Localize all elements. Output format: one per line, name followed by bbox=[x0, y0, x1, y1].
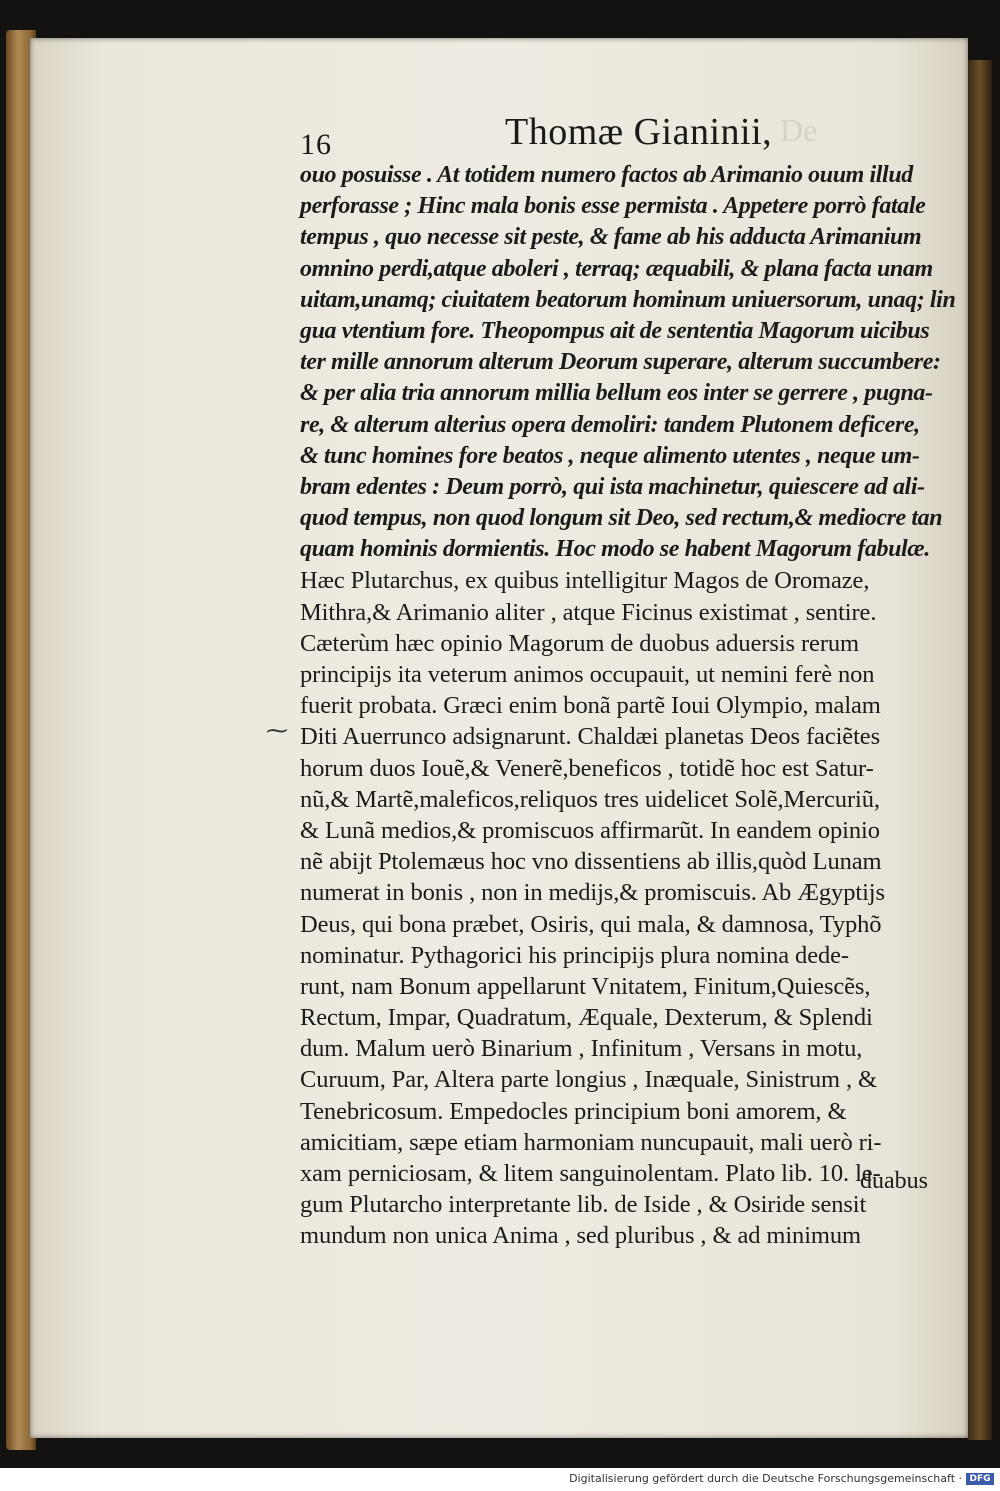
text-line: bram edentes : Deum porrò, qui ista machinetur, quiescere ad ali- bbox=[300, 473, 925, 500]
text-line: Diti Auerrunco adsignarunt. Chaldæi planetas Deos faciẽtes bbox=[300, 723, 880, 751]
text-line: fuerit probata. Græci enim bonã partẽ Ioui Olympio, malam bbox=[300, 692, 881, 720]
footer-bar bbox=[0, 1468, 1000, 1491]
text-line: Tenebricosum. Empedocles principium boni amorem, & bbox=[300, 1097, 847, 1125]
text-line: quam hominis dormientis. Hoc modo se habent Magorum fabulæ. bbox=[300, 536, 930, 563]
text-line: perforasse ; Hinc mala bonis esse permista . Appetere porrò fatale bbox=[300, 193, 926, 220]
text-line: tempus , quo necesse sit peste, & fame ab his adducta Arimanium bbox=[300, 224, 922, 251]
text-line: uitam,unamq; ciuitatem beatorum hominum uniuersorum, unaq; lin bbox=[300, 286, 956, 313]
text-line: Rectum, Impar, Quadratum, Æquale, Dexterum, & Splendi bbox=[300, 1004, 873, 1032]
text-line: principijs ita veterum animos occupauit, ut nemini ferè non bbox=[300, 661, 875, 688]
text-line: mundum non unica Anima , sed pluribus , & ad minimum bbox=[300, 1222, 861, 1250]
dfg-logo: DFG bbox=[966, 1473, 994, 1485]
page-number: 16 bbox=[300, 128, 332, 161]
text-line: ouo posuisse . At totidem numero factos ab Arimanio ouum illud bbox=[300, 162, 913, 188]
text-line: & Lunã medios,& promiscuos affirmarũt. In eandem opinio bbox=[300, 816, 880, 844]
text-line: quod tempus, non quod longum sit Deo, sed rectum,& mediocre tan bbox=[300, 505, 943, 532]
text-line: nũ,& Martẽ,maleficos,reliquos tres uidelicet Solẽ,Mercuriũ, bbox=[300, 785, 880, 813]
text-line: dum. Malum uerò Binarium , Infinitum , Versans in motu, bbox=[300, 1035, 863, 1063]
margin-mark: ⁓ bbox=[266, 718, 288, 743]
show-through-text: De bbox=[780, 112, 818, 148]
text-line: Deus, qui bona præbet, Osiris, qui mala, & damnosa, Typhõ bbox=[300, 910, 882, 938]
running-title: Thomæ Gianinii, bbox=[505, 111, 773, 153]
text-line: amicitiam, sæpe etiam harmoniam nuncupauit, mali uerò ri- bbox=[300, 1128, 882, 1156]
text-line: re, & alterum alterius opera demoliri: tandem Plutonem deficere, bbox=[300, 411, 920, 438]
catchword: duabus bbox=[860, 1168, 928, 1194]
body-text bbox=[300, 160, 960, 1252]
text-line: nominatur. Pythagorici his principijs plura nomina dede- bbox=[300, 941, 849, 969]
text-line: gum Plutarcho interpretante lib. de Iside , & Osiride sensit bbox=[300, 1191, 867, 1219]
text-line: & per alia tria annorum millia bellum eos inter se gerrere , pugna- bbox=[300, 380, 933, 407]
book-edge-right bbox=[968, 60, 992, 1440]
text-line: & tunc homines fore beatos , neque alimento utentes , neque um- bbox=[300, 442, 920, 469]
text-line: gua vtentium fore. Theopompus ait de sententia Magorum uicibus bbox=[300, 317, 930, 344]
text-line: nẽ abijt Ptolemæus hoc vno dissentiens ab illis,quòd Lunam bbox=[300, 848, 882, 876]
text-line: Curuum, Par, Altera parte longius , Inæquale, Sinistrum , & bbox=[300, 1066, 877, 1094]
text-line: xam perniciosam, & litem sanguinolentam. Plato lib. 10. le- bbox=[300, 1160, 881, 1187]
footer-credit: Digitalisierung gefördert durch die Deutsche Forschungsgemeinschaft · bbox=[569, 1472, 962, 1485]
text-line: numerat in bonis , non in medijs,& promiscuis. Ab Ægyptijs bbox=[300, 879, 885, 907]
text-line: Mithra,& Arimanio aliter , atque Ficinus existimat , sentire. bbox=[300, 598, 877, 626]
text-line: horum duos Iouẽ,& Venerẽ,beneficos , totidẽ hoc est Satur- bbox=[300, 754, 874, 782]
text-line: ter mille annorum alterum Deorum superare, alterum succumbere: bbox=[300, 349, 941, 376]
running-head bbox=[300, 110, 940, 161]
text-line: Hæc Plutarchus, ex quibus intelligitur Magos de Oromaze, bbox=[300, 567, 870, 595]
text-line: runt, nam Bonum appellarunt Vnitatem, Finitum,Quiescẽs, bbox=[300, 972, 871, 1000]
text-line: Cæterùm hæc opinio Magorum de duobus aduersis rerum bbox=[300, 629, 859, 657]
text-line: omnino perdi,atque aboleri , terraq; æquabili, & plana facta unam bbox=[300, 255, 933, 282]
